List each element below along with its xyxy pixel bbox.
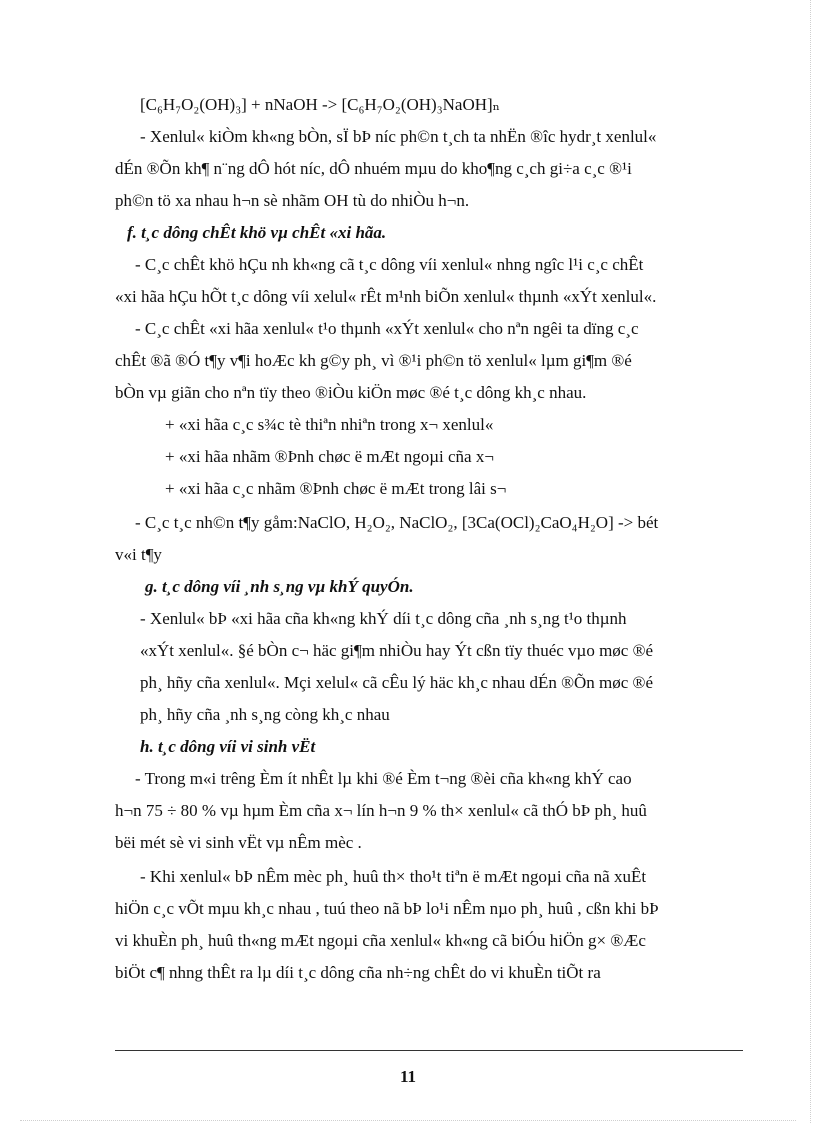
text-line: - Khi xenlul« bÞ nÊm mèc ph¸ huû th× tho¹t tiªn ë mÆt ngoµi cña nã xuÊt [140,867,647,886]
text-line: ph¸ hñy cña xenlul«. Mçi xelul« cã cÊu lý häc kh¸c nhau dÉn ®Õn møc ®é [140,673,654,692]
bullet-line: + «xi hãa c¸c nhãm ®Þnh chøc ë mÆt trong lâi s¬ [165,479,507,498]
text-line: h¬n 75 ÷ 80 % vµ hµm Èm cña x¬ lín h¬n 9 % th× xenlul« cã thÓ bÞ ph¸ huû [115,801,647,820]
text-line: - Xenlul« bÞ «xi hãa cña kh«ng khÝ díi t¸c dông cña ¸nh s¸ng t¹o thµnh [140,609,627,628]
text-line: «xi hãa hÇu hÕt t¸c dông víi xelul« rÊt m¹nh biÕn xenlul« thµnh «xÝt xenlul«. [115,287,657,306]
text-line: bëi mét sè vi sinh vËt vµ nÊm mèc . [115,833,362,852]
page-edge-right [810,0,811,1123]
text-line: vi khuÈn ph¸ huû th«ng mÆt ngoµi cña xenlul« kh«ng cã biÓu hiÖn g× ®Æc [115,931,646,950]
text-line: - C¸c chÊt «xi hãa xenlul« t¹o thµnh «xÝt xenlul« cho nªn ngêi ta dïng c¸c [135,319,639,338]
text-line: ph©n tö xa nhau h¬n sè nhãm OH tù do nhiÒu h¬n. [115,191,470,210]
text-line: bÒn vµ giãn cho nªn tïy theo ®iÒu kiÖn møc ®é t¸c dông kh¸c nhau. [115,383,587,402]
text-line: dÉn ®Õn kh¶ n¨ng dÔ hót níc, dÔ nhuém mµu do kho¶ng c¸ch gi÷a c¸c ®¹i [115,159,632,178]
page-edge-bottom [20,1120,796,1121]
section-heading-g: g. t¸c dông víi ¸nh s¸ng vµ khÝ quyÓn. [145,577,414,596]
section-heading-h: h. t¸c dông víi vi sinh vËt [140,737,316,756]
bullet-line: + «xi hãa nhãm ®Þnh chøc ë mÆt ngoµi cña x¬ [165,447,494,466]
bullet-line: + «xi hãa c¸c s¾c tè thiªn nhiªn trong x¬ xenlul« [165,415,494,434]
text-line: «xÝt xenlul«. §é bÒn c¬ häc gi¶m nhiÒu hay Ýt cßn tïy thuéc vµo møc ®é [140,641,654,660]
page-number: 11 [399,1067,417,1086]
text-line-formula: [C₆H₇O₂(OH)₃] + nNaOH -> [C₆H₇O₂(OH)₃NaOH]ₙ [140,95,501,114]
footer-rule [115,1050,743,1051]
text-line: - Xenlul« kiÒm kh«ng bÒn, sÏ bÞ níc ph©n t¸ch ta nhËn ®îc hydr¸t xenlul« [140,127,657,146]
text-line: hiÖn c¸c vÕt mµu kh¸c nhau , tuú theo nã bÞ lo¹i nÊm nµo ph¸ huû , cßn khi bÞ [115,899,659,918]
text-line: chÊt ®ã ®Ó t¶y v¶i hoÆc kh g©y ph¸ vì ®¹i ph©n tö xenlul« lµm gi¶m ®é [115,351,632,370]
text-line: biÖt c¶ nhng thÊt ra lµ díi t¸c dông cña nh÷ng chÊt do vi khuÈn tiÕt ra [115,963,601,982]
text-line: - C¸c chÊt khö hÇu nh kh«ng cã t¸c dông víi xenlul« nhng ngîc l¹i c¸c chÊt [135,255,644,274]
text-line: v«i t¶y [115,545,162,564]
text-line: - C¸c t¸c nh©n t¶y gåm:NaClO, H₂O₂, NaClO₂, [3Ca(OCl)₂CaO₄H₂O] -> bét [135,513,659,532]
text-line: ph¸ hñy cña ¸nh s¸ng còng kh¸c nhau [140,705,390,724]
text-line: - Trong m«i trêng Èm ít nhÊt lµ khi ®é Èm t¬ng ®èi cña kh«ng khÝ cao [135,769,632,788]
section-heading-f: f. t¸c dông chÊt khö vµ chÊt «xi hãa. [127,223,387,242]
